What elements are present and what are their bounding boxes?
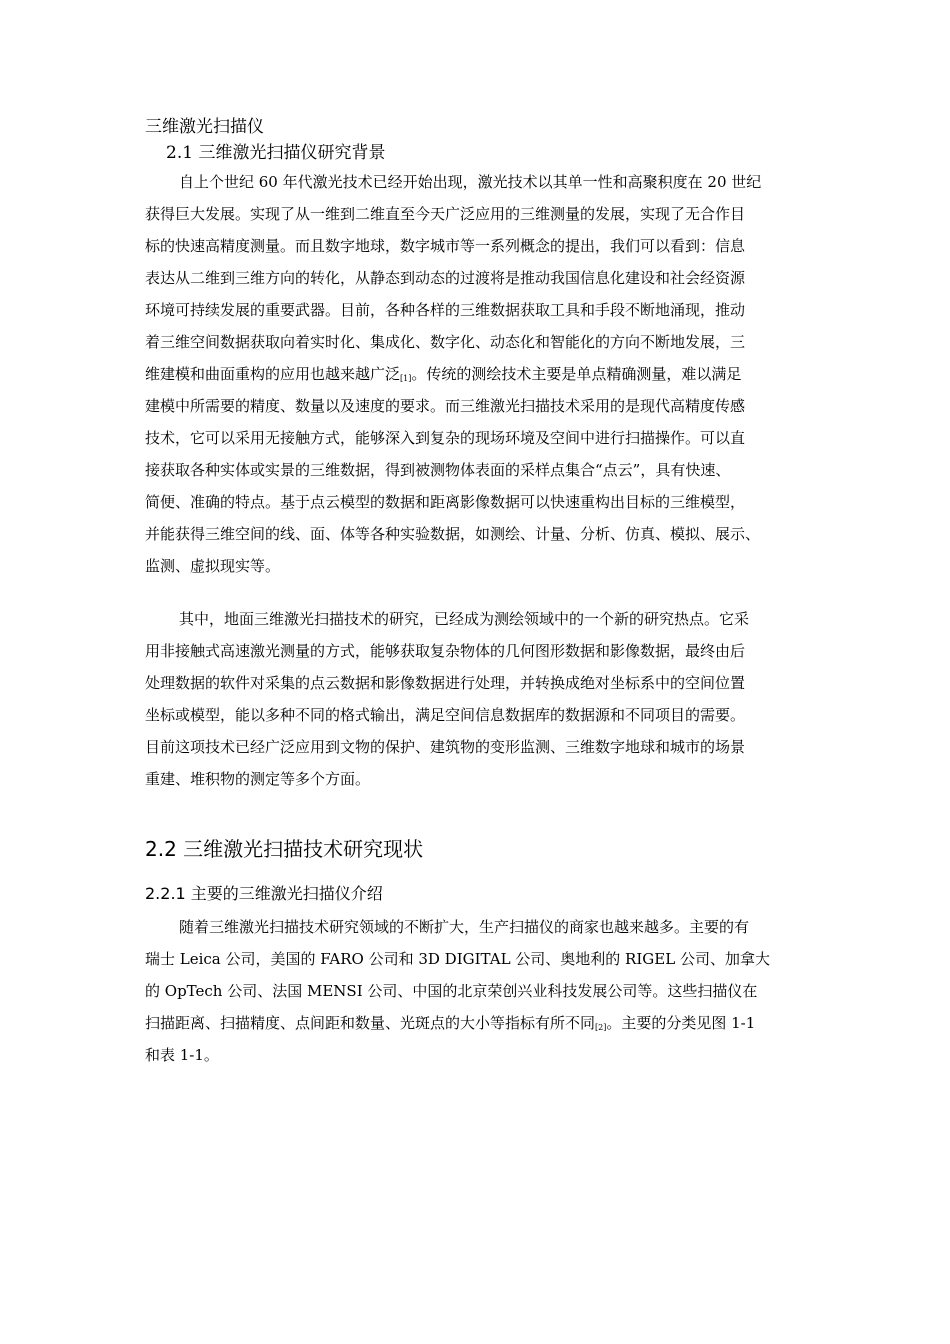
paragraph-line: 重建、堆积物的测定等多个方面。	[145, 770, 371, 788]
paragraph-line: 获得巨大发展。实现了从一维到二维直至今天广泛应用的三维测量的发展，实现了无合作目	[145, 205, 746, 223]
paragraph-line: 的 OpTech 公司、法国 MENSI 公司、中国的北京荣创兴业科技发展公司等。这些扫描仪在	[145, 982, 758, 1000]
line-text: 。主要的分类见图 1-1	[606, 1014, 756, 1032]
paragraph-line: 表达从二维到三维方向的转化，从静态到动态的过渡将是推动我国信息化建设和社会经资源	[145, 269, 746, 287]
citation-2: [2]	[595, 1023, 607, 1032]
paragraph-line: 目前这项技术已经广泛应用到文物的保护、建筑物的变形监测、三维数字地球和城市的场景	[145, 738, 746, 756]
paragraph-line: 建模中所需要的精度、数量以及速度的要求。而三维激光扫描技术采用的是现代高精度传感	[145, 397, 746, 415]
paragraph-line: 其中，地面三维激光扫描技术的研究，已经成为测绘领域中的一个新的研究热点。它采	[179, 610, 750, 628]
paragraph-line: 自上个世纪 60 年代激光技术已经开始出现，激光技术以其单一性和高聚积度在 20 世纪	[179, 173, 762, 191]
line-text: 维建模和曲面重构的应用也越来越广泛	[145, 365, 401, 383]
top-heading: 三维激光扫描仪	[145, 117, 264, 137]
sub-heading: 2.1 三维激光扫描仪研究背景	[166, 143, 386, 163]
paragraph-line: 处理数据的软件对采集的点云数据和影像数据进行处理，并转换成绝对坐标系中的空间位置	[145, 674, 746, 692]
line-text: 。传统的测绘技术主要是单点精确测量，难以满足	[411, 365, 742, 383]
paragraph-line: 简便、准确的特点。基于点云模型的数据和距离影像数据可以快速重构出目标的三维模型，	[145, 493, 746, 511]
paragraph-line: 标的快速高精度测量。而且数字地球，数字城市等一系列概念的提出，我们可以看到：信息	[145, 237, 746, 255]
citation-1: [1]	[400, 374, 412, 383]
paragraph-line: 和表 1-1。	[145, 1046, 219, 1064]
section-title: 2.2 三维激光扫描技术研究现状	[145, 837, 424, 861]
paragraph-line-with-citation	[145, 358, 805, 390]
paragraph-line: 用非接触式高速激光测量的方式，能够获取复杂物体的几何图形数据和影像数据，最终由后	[145, 642, 746, 660]
paragraph-ground-scanning	[145, 603, 805, 795]
paragraph-line: 环境可持续发展的重要武器。目前，各种各样的三维数据获取工具和手段不断地涌现，推动	[145, 301, 746, 319]
paragraph-line: 随着三维激光扫描技术研究领域的不断扩大，生产扫描仪的商家也越来越多。主要的有	[179, 918, 750, 936]
paragraph-scanner-intro	[145, 911, 805, 1071]
paragraph-line: 技术，它可以采用无接触方式，能够深入到复杂的现场环境及空间中进行扫描操作。可以直	[145, 429, 746, 447]
paragraph-background	[145, 166, 805, 582]
paragraph-line: 并能获得三维空间的线、面、体等各种实验数据，如测绘、计量、分析、仿真、模拟、展示、	[145, 525, 761, 543]
paragraph-line: 瑞士 Leica 公司，美国的 FARO 公司和 3D DIGITAL 公司、奥地利的 RIGEL 公司、加拿大	[145, 950, 770, 968]
paragraph-line: 坐标或模型，能以多种不同的格式输出，满足空间信息数据库的数据源和不同项目的需要。	[145, 706, 746, 724]
paragraph-line: 接获取各种实体或实景的三维数据，得到被测物体表面的采样点集合“点云”，具有快速、	[145, 461, 731, 479]
paragraph-line: 监测、虚拟现实等。	[145, 557, 281, 575]
line-text: 扫描距离、扫描精度、点间距和数量、光斑点的大小等指标有所不同	[145, 1014, 596, 1032]
paragraph-line: 着三维空间数据获取向着实时化、集成化、数字化、动态化和智能化的方向不断地发展，三	[145, 333, 746, 351]
subsection-title: 2.2.1 主要的三维激光扫描仪介绍	[145, 884, 383, 903]
paragraph-line-with-citation	[145, 1007, 805, 1039]
